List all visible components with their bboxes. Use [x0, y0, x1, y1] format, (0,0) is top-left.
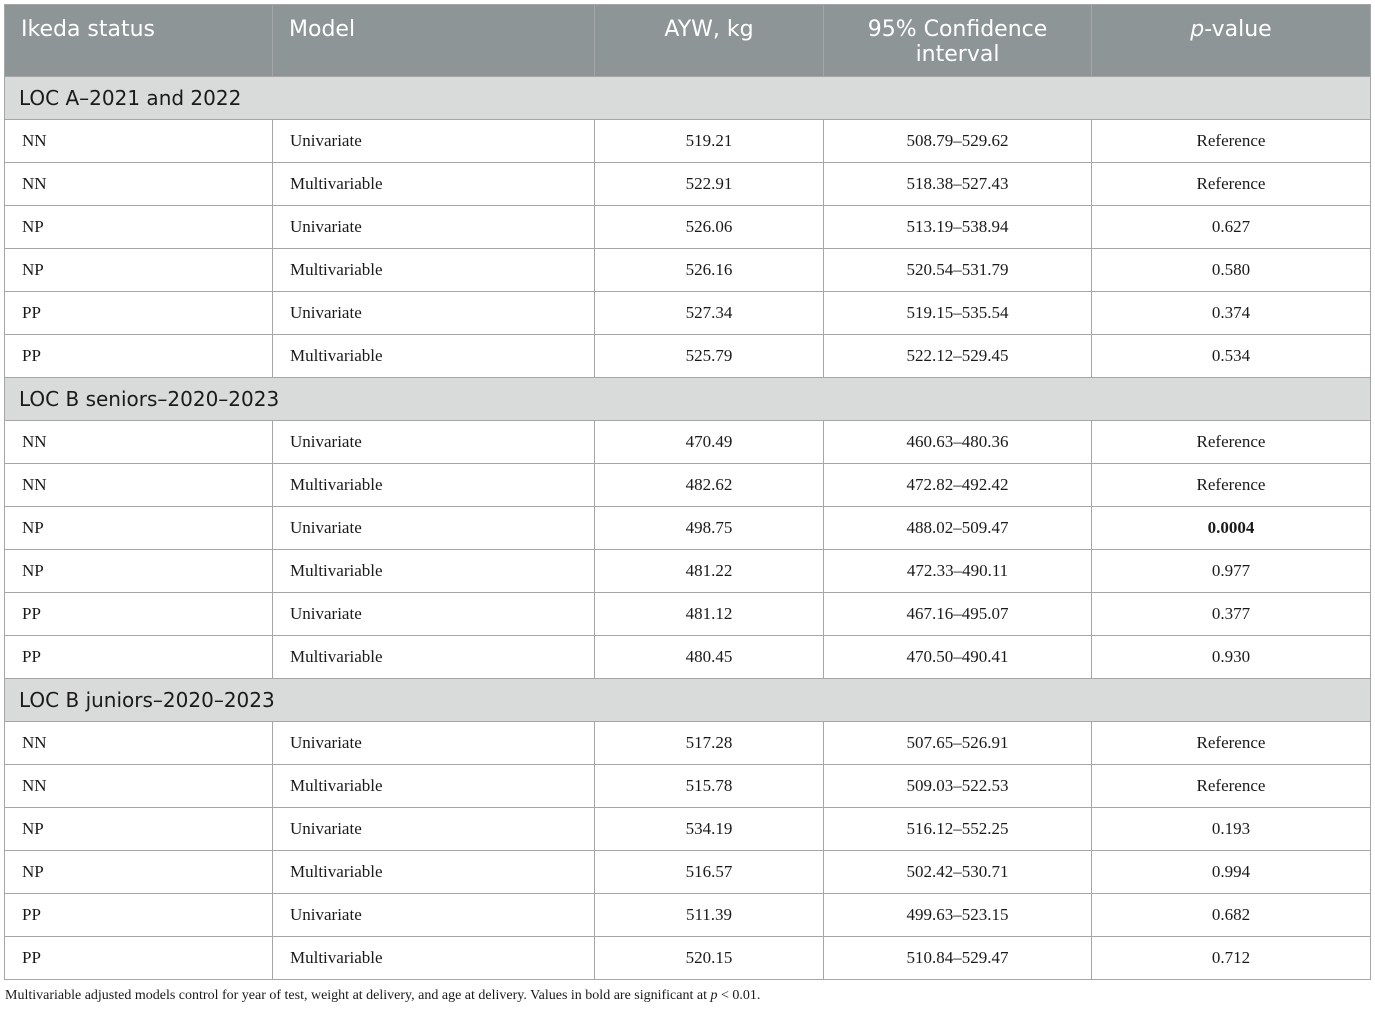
cell-ikeda-status: NN — [5, 163, 273, 206]
cell-ayw: 511.39 — [595, 894, 824, 937]
cell-ikeda-status: PP — [5, 335, 273, 378]
cell-confidence-interval: 472.33–490.11 — [824, 550, 1092, 593]
cell-ayw: 519.21 — [595, 120, 824, 163]
cell-ikeda-status: NN — [5, 120, 273, 163]
section-row — [5, 378, 1371, 421]
cell-ikeda-status: NP — [5, 550, 273, 593]
cell-ikeda-status: NN — [5, 421, 273, 464]
cell-ayw: 525.79 — [595, 335, 824, 378]
table-row — [5, 120, 1371, 163]
cell-confidence-interval: 518.38–527.43 — [824, 163, 1092, 206]
cell-p-value: 0.374 — [1092, 292, 1371, 335]
table-row — [5, 421, 1371, 464]
cell-confidence-interval: 510.84–529.47 — [824, 937, 1092, 980]
cell-ayw: 522.91 — [595, 163, 824, 206]
table-row — [5, 507, 1371, 550]
table-header — [5, 5, 1371, 77]
table-row — [5, 808, 1371, 851]
table-row — [5, 206, 1371, 249]
section-title: LOC A–2021 and 2022 — [5, 77, 1371, 120]
header-ci-line2: interval — [915, 42, 1000, 67]
cell-p-value: 0.580 — [1092, 249, 1371, 292]
table-row — [5, 550, 1371, 593]
cell-p-value: 0.627 — [1092, 206, 1371, 249]
cell-confidence-interval: 499.63–523.15 — [824, 894, 1092, 937]
cell-ayw: 481.22 — [595, 550, 824, 593]
cell-ikeda-status: NN — [5, 765, 273, 808]
cell-ayw: 515.78 — [595, 765, 824, 808]
cell-confidence-interval: 467.16–495.07 — [824, 593, 1092, 636]
section-row — [5, 679, 1371, 722]
header-row — [5, 5, 1371, 77]
cell-p-value: Reference — [1092, 163, 1371, 206]
cell-model: Univariate — [273, 120, 595, 163]
cell-p-value: 0.0004 — [1092, 507, 1371, 550]
cell-model: Univariate — [273, 593, 595, 636]
header-ikeda-status: Ikeda status — [5, 5, 273, 77]
cell-confidence-interval: 470.50–490.41 — [824, 636, 1092, 679]
table-row — [5, 163, 1371, 206]
cell-p-value: 0.682 — [1092, 894, 1371, 937]
cell-ikeda-status: PP — [5, 894, 273, 937]
cell-p-value: 0.712 — [1092, 937, 1371, 980]
cell-p-value: 0.994 — [1092, 851, 1371, 894]
cell-confidence-interval: 509.03–522.53 — [824, 765, 1092, 808]
cell-ikeda-status: PP — [5, 636, 273, 679]
cell-ikeda-status: NP — [5, 507, 273, 550]
cell-ayw: 498.75 — [595, 507, 824, 550]
cell-p-value: Reference — [1092, 722, 1371, 765]
cell-confidence-interval: 522.12–529.45 — [824, 335, 1092, 378]
cell-confidence-interval: 520.54–531.79 — [824, 249, 1092, 292]
cell-p-value: Reference — [1092, 421, 1371, 464]
cell-p-value: Reference — [1092, 765, 1371, 808]
table-row — [5, 937, 1371, 980]
table-row — [5, 249, 1371, 292]
cell-model: Univariate — [273, 206, 595, 249]
cell-model: Multivariable — [273, 937, 595, 980]
cell-ayw: 527.34 — [595, 292, 824, 335]
cell-model: Univariate — [273, 292, 595, 335]
cell-ayw: 482.62 — [595, 464, 824, 507]
cell-ayw: 470.49 — [595, 421, 824, 464]
cell-model: Multivariable — [273, 550, 595, 593]
cell-model: Multivariable — [273, 636, 595, 679]
table-row — [5, 894, 1371, 937]
cell-p-value: Reference — [1092, 464, 1371, 507]
cell-p-value: 0.534 — [1092, 335, 1371, 378]
header-p-italic: p — [1190, 17, 1205, 42]
cell-model: Multivariable — [273, 249, 595, 292]
cell-p-value: 0.930 — [1092, 636, 1371, 679]
cell-ayw: 480.45 — [595, 636, 824, 679]
cell-p-value: 0.377 — [1092, 593, 1371, 636]
header-ayw: AYW, kg — [595, 5, 824, 77]
cell-ikeda-status: NP — [5, 249, 273, 292]
section-title: LOC B juniors–2020–2023 — [5, 679, 1371, 722]
cell-model: Multivariable — [273, 464, 595, 507]
table-row — [5, 593, 1371, 636]
cell-confidence-interval: 460.63–480.36 — [824, 421, 1092, 464]
table-row — [5, 292, 1371, 335]
cell-ayw: 526.06 — [595, 206, 824, 249]
cell-confidence-interval: 513.19–538.94 — [824, 206, 1092, 249]
footnote-p-italic: p — [710, 988, 718, 1003]
section-row — [5, 77, 1371, 120]
cell-p-value: 0.193 — [1092, 808, 1371, 851]
cell-confidence-interval: 488.02–509.47 — [824, 507, 1092, 550]
table-row — [5, 464, 1371, 507]
cell-confidence-interval: 472.82–492.42 — [824, 464, 1092, 507]
cell-ikeda-status: NP — [5, 851, 273, 894]
header-p-value — [1092, 5, 1371, 77]
footnote-text-before: Multivariable adjusted models control for year of test, weight at delivery, and age at delivery. Values in bold are significant at — [5, 988, 711, 1003]
results-table — [4, 4, 1371, 980]
table-row — [5, 722, 1371, 765]
cell-ikeda-status: PP — [5, 593, 273, 636]
cell-ikeda-status: PP — [5, 937, 273, 980]
header-p-rest: -value — [1204, 17, 1272, 42]
cell-ayw: 517.28 — [595, 722, 824, 765]
header-ci-line1: 95% Confidence — [867, 17, 1048, 42]
cell-ayw: 520.15 — [595, 937, 824, 980]
cell-ikeda-status: PP — [5, 292, 273, 335]
cell-p-value: 0.977 — [1092, 550, 1371, 593]
header-model: Model — [273, 5, 595, 77]
cell-confidence-interval: 519.15–535.54 — [824, 292, 1092, 335]
cell-model: Univariate — [273, 421, 595, 464]
cell-model: Univariate — [273, 808, 595, 851]
cell-model: Multivariable — [273, 163, 595, 206]
section-title: LOC B seniors–2020–2023 — [5, 378, 1371, 421]
cell-ikeda-status: NP — [5, 808, 273, 851]
table-footnote — [5, 988, 760, 1004]
cell-ikeda-status: NP — [5, 206, 273, 249]
cell-model: Univariate — [273, 722, 595, 765]
cell-confidence-interval: 516.12–552.25 — [824, 808, 1092, 851]
cell-model: Univariate — [273, 507, 595, 550]
cell-model: Univariate — [273, 894, 595, 937]
cell-model: Multivariable — [273, 335, 595, 378]
cell-confidence-interval: 502.42–530.71 — [824, 851, 1092, 894]
table-row — [5, 851, 1371, 894]
cell-confidence-interval: 507.65–526.91 — [824, 722, 1092, 765]
header-confidence-interval — [824, 5, 1092, 77]
cell-model: Multivariable — [273, 765, 595, 808]
table-row — [5, 335, 1371, 378]
cell-p-value: Reference — [1092, 120, 1371, 163]
footnote-text-after: < 0.01. — [717, 988, 761, 1003]
cell-ikeda-status: NN — [5, 722, 273, 765]
table-row — [5, 636, 1371, 679]
cell-confidence-interval: 508.79–529.62 — [824, 120, 1092, 163]
cell-model: Multivariable — [273, 851, 595, 894]
cell-ayw: 534.19 — [595, 808, 824, 851]
cell-ayw: 481.12 — [595, 593, 824, 636]
cell-ikeda-status: NN — [5, 464, 273, 507]
table-row — [5, 765, 1371, 808]
cell-ayw: 526.16 — [595, 249, 824, 292]
table-body — [5, 77, 1371, 980]
cell-ayw: 516.57 — [595, 851, 824, 894]
